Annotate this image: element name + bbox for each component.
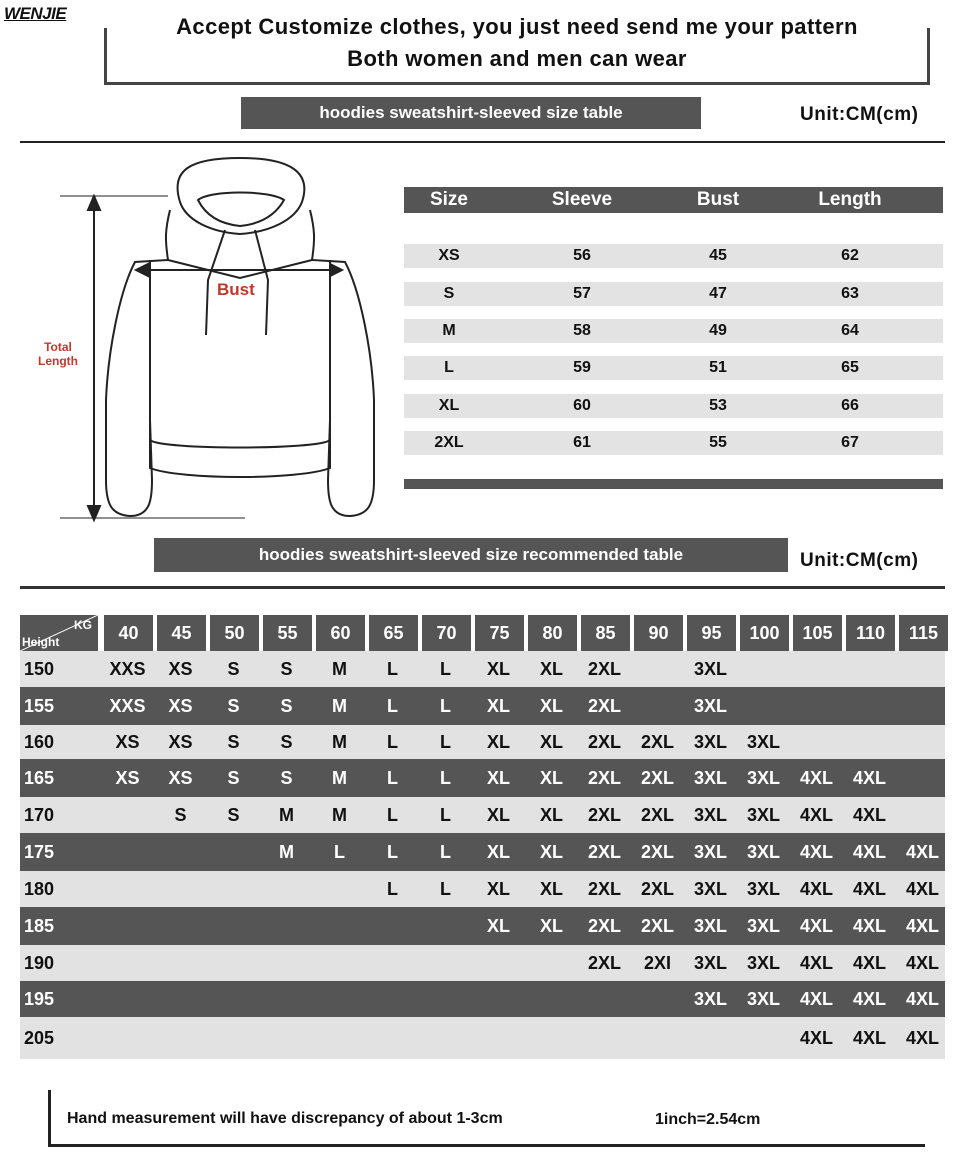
size-recommendation-cell — [471, 981, 526, 1017]
size-recommendation-cell — [842, 651, 897, 687]
size-table-cell: XL — [438, 397, 460, 414]
size-recommendation-cell: M — [332, 804, 347, 825]
rec-table-row — [20, 725, 945, 759]
size-recommendation-cell — [471, 945, 526, 981]
section-divider-2 — [20, 586, 945, 589]
size-table-row — [404, 244, 943, 268]
rec-table-row — [20, 833, 945, 871]
size-recommendation-cell — [895, 651, 950, 687]
header-line-1: Accept Customize clothes, you just need send me your pattern — [176, 14, 858, 39]
size-recommendation-cell: 2XL — [640, 878, 674, 899]
size-recommendation-cell — [789, 725, 844, 759]
size-recommendation-cell — [842, 687, 897, 725]
size-table-cell: 53 — [709, 397, 727, 414]
hoodie-diagram — [20, 150, 390, 530]
size-recommendation-cell: XL — [486, 695, 510, 716]
size-recommendation-cell: XL — [539, 841, 563, 862]
weight-header-cell: 105 — [793, 615, 842, 651]
size-recommendation-cell — [206, 833, 261, 871]
size-table-cell: 59 — [573, 359, 591, 376]
size-recommendation-cell: 2XL — [640, 915, 674, 936]
footer-note: Hand measurement will have discrepancy of about 1-3cm — [67, 1110, 503, 1127]
size-table-cell: 61 — [573, 434, 591, 451]
size-recommendation-cell: 2XL — [587, 952, 621, 973]
size-table-cell: 67 — [841, 434, 859, 451]
size-table-cell: XS — [438, 247, 460, 264]
size-recommendation-cell: XXS — [109, 658, 146, 679]
size-recommendation-cell — [736, 651, 791, 687]
size-recommendation-cell: 4XL — [852, 915, 886, 936]
size-recommendation-cell: XS — [168, 658, 193, 679]
size-table-cell: L — [444, 359, 454, 376]
rec-table-row — [20, 907, 945, 945]
size-recommendation-cell — [524, 1017, 579, 1059]
size-recommendation-cell: 4XL — [799, 915, 833, 936]
rec-table-row — [20, 651, 945, 687]
height-cell: 170 — [24, 804, 55, 825]
size-recommendation-cell: L — [440, 767, 451, 788]
size-recommendation-cell — [206, 907, 261, 945]
size-recommendation-cell: XS — [168, 767, 193, 788]
size-recommendation-cell: 4XL — [852, 804, 886, 825]
height-cell: 205 — [24, 1027, 55, 1048]
size-table-cell: 56 — [573, 247, 591, 264]
size-recommendation-cell: 3XL — [693, 695, 727, 716]
size-recommendation-cell — [630, 981, 685, 1017]
size-recommendation-cell: XL — [539, 658, 563, 679]
size-recommendation-cell: L — [387, 695, 398, 716]
size-recommendation-cell: L — [440, 695, 451, 716]
size-recommendation-cell: XL — [539, 767, 563, 788]
size-recommendation-cell: 2XI — [643, 952, 672, 973]
size-recommendation-cell — [736, 687, 791, 725]
header-line-2: Both women and men can wear — [347, 46, 687, 71]
size-table-cell: 63 — [841, 285, 859, 302]
size-recommendation-cell — [683, 1017, 738, 1059]
size-recommendation-cell — [895, 797, 950, 833]
footer-note-box — [48, 1090, 925, 1147]
weight-header-cell: 40 — [104, 615, 153, 651]
size-recommendation-cell: S — [280, 695, 293, 716]
size-recommendation-cell: S — [227, 658, 240, 679]
size-recommendation-cell: XL — [539, 915, 563, 936]
size-recommendation-cell — [153, 907, 208, 945]
height-cell: 165 — [24, 767, 55, 788]
size-table-cell: 49 — [709, 322, 727, 339]
size-recommendation-cell: XL — [486, 878, 510, 899]
size-recommendation-cell — [736, 1017, 791, 1059]
weight-header-cell: 110 — [846, 615, 895, 651]
size-recommendation-cell — [100, 907, 155, 945]
weight-header-cell: 100 — [740, 615, 789, 651]
size-recommendation-cell: XL — [486, 658, 510, 679]
size-table-cell: 2XL — [434, 434, 464, 451]
size-recommendation-cell — [153, 945, 208, 981]
rec-table-title: hoodies sweatshirt-sleeved size recommended table — [154, 538, 788, 572]
size-recommendation-cell: 3XL — [693, 841, 727, 862]
size-recommendation-cell — [259, 907, 314, 945]
size-recommendation-cell — [577, 1017, 632, 1059]
bust-label: Bust — [217, 280, 255, 299]
section-divider — [20, 141, 945, 143]
size-recommendation-cell: S — [227, 695, 240, 716]
size-recommendation-cell: 4XL — [852, 878, 886, 899]
size-recommendation-cell — [365, 907, 420, 945]
weight-header-cell: 50 — [210, 615, 259, 651]
weight-header-cell: 55 — [263, 615, 312, 651]
size-recommendation-cell — [153, 871, 208, 907]
size-recommendation-cell: L — [440, 658, 451, 679]
size-recommendation-cell: M — [332, 658, 347, 679]
size-recommendation-cell — [206, 945, 261, 981]
size-recommendation-cell — [630, 687, 685, 725]
size-recommendation-cell: S — [227, 804, 240, 825]
size-recommendation-cell — [471, 1017, 526, 1059]
height-cell: 180 — [24, 878, 55, 899]
size-recommendation-cell: 3XL — [746, 988, 780, 1009]
col-bust: Bust — [696, 189, 740, 210]
size-table-cell: 51 — [709, 359, 727, 376]
size-recommendation-cell: 2XL — [587, 915, 621, 936]
size-recommendation-cell: M — [332, 767, 347, 788]
rec-table-unit: Unit:CM(cm) — [800, 550, 919, 571]
size-recommendation-cell: XL — [486, 804, 510, 825]
size-recommendation-cell: 4XL — [799, 988, 833, 1009]
size-recommendation-cell: 3XL — [693, 767, 727, 788]
size-recommendation-cell: 4XL — [852, 952, 886, 973]
footer-conversion: 1inch=2.54cm — [655, 1111, 761, 1128]
weight-header-cell: 45 — [157, 615, 206, 651]
size-recommendation-cell: 3XL — [746, 915, 780, 936]
size-table-footer-bar — [404, 479, 943, 489]
size-recommendation-cell — [365, 945, 420, 981]
size-recommendation-cell: L — [387, 878, 398, 899]
size-recommendation-cell — [259, 1017, 314, 1059]
size-recommendation-cell: 4XL — [799, 952, 833, 973]
height-cell: 195 — [24, 988, 55, 1009]
size-recommendation-cell: 4XL — [905, 988, 939, 1009]
size-table-row — [404, 319, 943, 343]
size-recommendation-cell — [153, 1017, 208, 1059]
size-table-header — [404, 187, 943, 213]
size-recommendation-cell — [630, 1017, 685, 1059]
size-recommendation-cell: M — [279, 841, 294, 862]
size-recommendation-cell: XL — [539, 804, 563, 825]
rec-table-row — [20, 797, 945, 833]
size-recommendation-cell: 3XL — [746, 804, 780, 825]
size-recommendation-cell: 4XL — [852, 988, 886, 1009]
size-recommendation-cell — [418, 907, 473, 945]
size-recommendation-cell — [630, 651, 685, 687]
header-banner — [104, 14, 930, 85]
weight-header-cell: 85 — [581, 615, 630, 651]
size-recommendation-cell: 2XL — [587, 841, 621, 862]
size-table-cell: 66 — [841, 397, 859, 414]
size-recommendation-cell: 3XL — [693, 658, 727, 679]
rec-table-row — [20, 759, 945, 797]
size-recommendation-cell: L — [387, 767, 398, 788]
size-recommendation-cell — [259, 871, 314, 907]
size-recommendation-cell: 2XL — [587, 878, 621, 899]
size-recommendation-cell — [312, 907, 367, 945]
size-recommendation-cell: 3XL — [693, 988, 727, 1009]
size-recommendation-cell — [206, 871, 261, 907]
size-recommendation-cell: XS — [168, 695, 193, 716]
size-recommendation-cell: L — [440, 878, 451, 899]
size-recommendation-cell: 2XL — [640, 841, 674, 862]
size-recommendation-cell: XL — [486, 915, 510, 936]
weight-header-cell: 80 — [528, 615, 577, 651]
size-recommendation-cell: 3XL — [693, 952, 727, 973]
weight-header-cell: 95 — [687, 615, 736, 651]
size-recommendation-cell: 4XL — [905, 878, 939, 899]
weight-header-cell: 115 — [899, 615, 948, 651]
weight-header-cell: 90 — [634, 615, 683, 651]
size-recommendation-cell: XL — [539, 731, 563, 752]
size-recommendation-cell — [153, 981, 208, 1017]
size-recommendation-cell — [418, 945, 473, 981]
size-recommendation-cell: 2XL — [587, 658, 621, 679]
size-recommendation-cell — [895, 687, 950, 725]
size-recommendation-cell: L — [387, 658, 398, 679]
size-recommendation-cell: S — [280, 767, 293, 788]
size-table-title: hoodies sweatshirt-sleeved size table — [241, 97, 701, 129]
size-recommendation-cell — [259, 981, 314, 1017]
size-recommendation-cell: 3XL — [746, 767, 780, 788]
size-recommendation-cell: 4XL — [799, 767, 833, 788]
size-recommendation-cell: 3XL — [693, 731, 727, 752]
size-recommendation-cell — [206, 981, 261, 1017]
size-table-cell: 60 — [573, 397, 591, 414]
size-recommendation-cell: XS — [168, 731, 193, 752]
size-recommendation-cell: 2XL — [640, 767, 674, 788]
total-length-label-line-1: Total — [44, 340, 72, 354]
size-recommendation-cell: 3XL — [746, 952, 780, 973]
size-recommendation-cell: L — [440, 841, 451, 862]
height-cell: 190 — [24, 952, 55, 973]
size-recommendation-cell: XL — [486, 841, 510, 862]
size-recommendation-cell: XL — [539, 695, 563, 716]
size-recommendation-cell: XL — [539, 878, 563, 899]
size-recommendation-cell: S — [227, 731, 240, 752]
size-table-cell: 65 — [841, 359, 859, 376]
size-recommendation-cell: S — [280, 658, 293, 679]
col-sleeve: Sleeve — [551, 189, 613, 210]
size-table-cell: 62 — [841, 247, 859, 264]
size-recommendation-cell — [418, 981, 473, 1017]
size-table-cell: 64 — [841, 322, 859, 339]
size-recommendation-cell: XL — [486, 767, 510, 788]
size-table-unit: Unit:CM(cm) — [800, 104, 919, 125]
size-recommendation-cell — [789, 651, 844, 687]
size-recommendation-cell: M — [332, 731, 347, 752]
height-cell: 160 — [24, 731, 55, 752]
size-recommendation-cell: 3XL — [746, 878, 780, 899]
brand-logo: WENJIE — [4, 4, 67, 23]
size-recommendation-cell — [365, 1017, 420, 1059]
size-recommendation-cell — [312, 1017, 367, 1059]
size-table-row — [404, 282, 943, 306]
size-recommendation-cell: 4XL — [799, 1027, 833, 1048]
size-recommendation-cell: L — [440, 731, 451, 752]
size-recommendation-cell — [312, 871, 367, 907]
size-recommendation-cell: 4XL — [905, 841, 939, 862]
size-recommendation-cell: XS — [115, 767, 140, 788]
size-table-row — [404, 356, 943, 380]
rec-table-row — [20, 1017, 945, 1059]
col-length: Length — [818, 189, 882, 210]
size-recommendation-cell — [365, 981, 420, 1017]
size-recommendation-cell: S — [174, 804, 187, 825]
size-recommendation-cell: 4XL — [799, 878, 833, 899]
size-recommendation-cell: XL — [486, 731, 510, 752]
size-recommendation-cell: 4XL — [799, 841, 833, 862]
total-length-label — [34, 340, 82, 368]
weight-header-cell: 75 — [475, 615, 524, 651]
size-recommendation-cell: 3XL — [746, 731, 780, 752]
size-recommendation-cell: 4XL — [852, 1027, 886, 1048]
size-recommendation-cell: M — [279, 804, 294, 825]
rec-table-header — [20, 615, 945, 651]
size-recommendation-cell: 2XL — [640, 804, 674, 825]
size-recommendation-cell: 4XL — [852, 767, 886, 788]
size-table-cell: M — [442, 322, 456, 339]
size-table-row — [404, 394, 943, 418]
height-cell: 155 — [24, 695, 55, 716]
size-table-cell: 55 — [709, 434, 727, 451]
size-table-cell: 57 — [573, 285, 591, 302]
size-recommendation-cell: M — [332, 695, 347, 716]
size-recommendation-cell: S — [227, 767, 240, 788]
size-recommendation-cell — [524, 945, 579, 981]
size-recommendation-cell: XS — [115, 731, 140, 752]
size-recommendation-cell: L — [334, 841, 345, 862]
size-recommendation-cell — [100, 871, 155, 907]
size-recommendation-cell: 2XL — [587, 767, 621, 788]
size-table-cell: 45 — [709, 247, 727, 264]
corner-kg: KG — [74, 618, 92, 632]
size-recommendation-cell — [895, 725, 950, 759]
size-recommendation-cell — [153, 833, 208, 871]
size-recommendation-cell: 3XL — [746, 841, 780, 862]
size-table-cell: 58 — [573, 322, 591, 339]
size-recommendation-cell — [206, 1017, 261, 1059]
size-recommendation-cell: 3XL — [693, 915, 727, 936]
weight-header-cell: 60 — [316, 615, 365, 651]
size-recommendation-cell — [259, 945, 314, 981]
rec-table-row — [20, 945, 945, 981]
size-recommendation-cell — [842, 725, 897, 759]
size-recommendation-cell: S — [280, 731, 293, 752]
size-recommendation-cell: 2XL — [587, 731, 621, 752]
size-recommendation-cell: 4XL — [905, 915, 939, 936]
size-recommendation-cell: 4XL — [905, 952, 939, 973]
size-recommendation-cell — [100, 981, 155, 1017]
col-size: Size — [429, 189, 469, 210]
size-recommendation-cell: 3XL — [693, 878, 727, 899]
size-recommendation-cell — [789, 687, 844, 725]
size-recommendation-cell — [895, 759, 950, 797]
size-table-cell: S — [443, 285, 455, 302]
size-recommendation-cell: L — [387, 731, 398, 752]
total-length-label-line-2: Length — [38, 354, 78, 368]
size-recommendation-cell: 4XL — [852, 841, 886, 862]
rec-table-body — [20, 651, 945, 1059]
size-recommendation-cell: 4XL — [799, 804, 833, 825]
size-recommendation-cell: L — [440, 804, 451, 825]
rec-table-row — [20, 981, 945, 1017]
size-table-row — [404, 431, 943, 455]
size-recommendation-cell: 2XL — [587, 804, 621, 825]
rec-table-row — [20, 687, 945, 725]
size-recommendation-cell — [312, 981, 367, 1017]
size-recommendation-cell — [100, 1017, 155, 1059]
size-recommendation-cell — [312, 945, 367, 981]
size-recommendation-cell — [100, 945, 155, 981]
rec-table — [20, 615, 945, 1060]
size-recommendation-cell — [418, 1017, 473, 1059]
size-recommendation-cell — [577, 981, 632, 1017]
rec-table-row — [20, 871, 945, 907]
size-recommendation-cell: XXS — [109, 695, 146, 716]
height-cell: 150 — [24, 658, 55, 679]
weight-header-cell: 65 — [369, 615, 418, 651]
size-recommendation-cell: 4XL — [905, 1027, 939, 1048]
size-recommendation-cell: 3XL — [693, 804, 727, 825]
size-recommendation-cell: L — [387, 841, 398, 862]
size-table-cell: 47 — [709, 285, 727, 302]
size-recommendation-cell: 2XL — [640, 731, 674, 752]
size-recommendation-cell — [524, 981, 579, 1017]
height-cell: 185 — [24, 915, 55, 936]
height-cell: 175 — [24, 841, 55, 862]
size-recommendation-cell — [100, 833, 155, 871]
corner-height: Height — [22, 635, 60, 649]
weight-header-cell: 70 — [422, 615, 471, 651]
size-recommendation-cell: L — [387, 804, 398, 825]
size-recommendation-cell — [100, 797, 155, 833]
size-recommendation-cell: 2XL — [587, 695, 621, 716]
